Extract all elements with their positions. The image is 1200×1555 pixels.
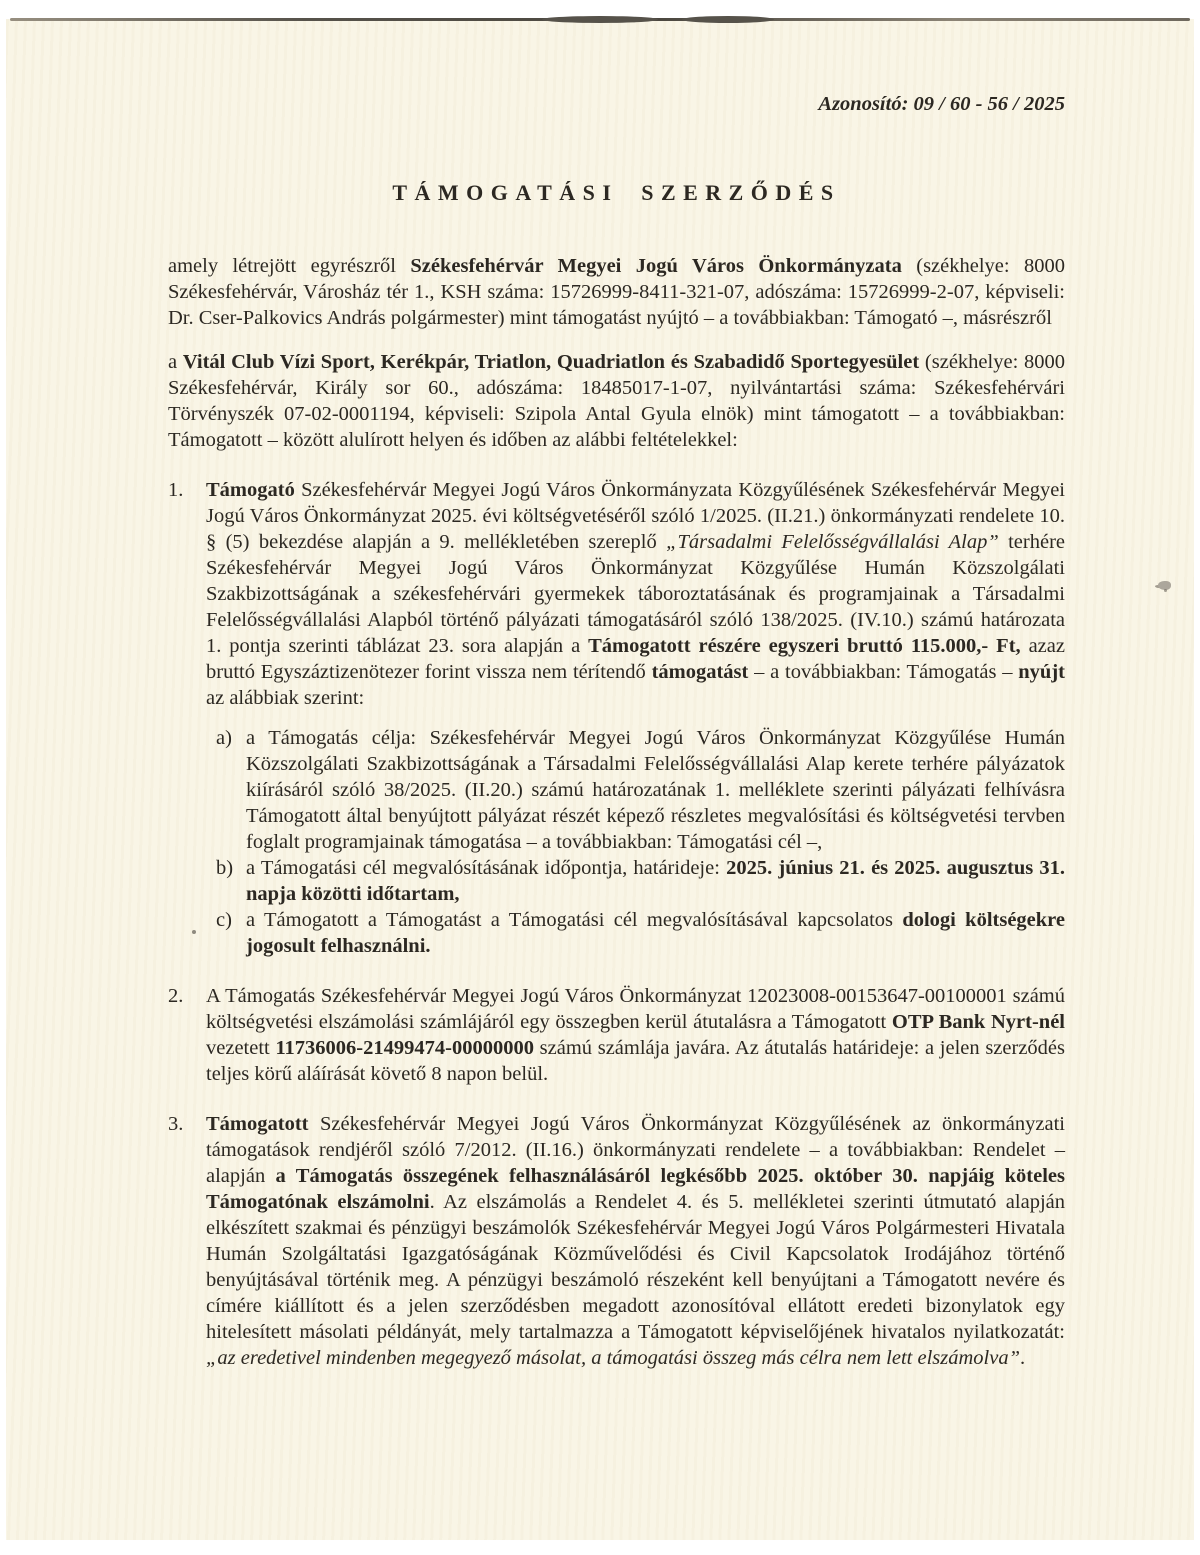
document-content (168, 19, 1065, 1371)
text-run: A Támogatás Székesfehérvár Megyei Jogú Város Önkormányzat 12023008-00153647-00100001 számú költségvetési elszámolási számlájáról egy összegben kerül átutalásra a Támogatott (206, 985, 1065, 1033)
document-title: TÁMOGATÁSI SZERZŐDÉS (392, 180, 841, 205)
sub-item-body (246, 907, 1065, 959)
text-run: nyújt (1018, 661, 1065, 683)
contract-item-1 (168, 477, 1065, 959)
text-run: Székesfehérvár Megyei Jogú Város Önkormányzat Közgyűlésének az önkormányzati támogatások rendjéről szóló 7/2012. (II.16.) önkormányzati rendelete – a továbbiakban: Rendelet – alapján (206, 1113, 1065, 1187)
text-run: (székhelye: 8000 Székesfehérvár, Városház tér 1., KSH száma: 15726999-8411-321-07, adószáma: 15726999-2-07, képviseli: Dr. Cser-Palkovics András polgármester) mint támogatást nyújtó – a továbbiakban: Támogató –, másrészről (168, 255, 1065, 329)
text-run: terhére Székesfehérvár Megyei Jogú Város Önkormányzat Közgyűlése Humán Közszolgálati Szakbizottságának a székesfehérvári gyermekek táboroztatásának és programjainak a Társadalmi Felelősségvállalási Alapból történő pályázati támogatásáról szóló 138/2025. (IV.10.) számú határozata 1. pontja szerinti táblázat 23. sora alapján a (206, 531, 1065, 657)
item-body (206, 1111, 1065, 1371)
text-run: az alábbiak szerint: (206, 687, 365, 709)
intro-paragraph-supported (168, 349, 1065, 453)
text-run: Támogató (206, 479, 295, 501)
text-run: Támogatott részére egyszeri bruttó 115.000,- Ft, (588, 635, 1021, 657)
item-number: 2. (168, 985, 184, 1007)
sub-item-list (206, 725, 1065, 959)
sub-item-body (246, 725, 1065, 855)
text-run: vezetett (206, 1037, 276, 1059)
sub-item-letter: c) (216, 909, 232, 931)
intro-paragraph-supporter (168, 253, 1065, 331)
text-run: „Társadalmi Felelősségvállalási Alap” (666, 531, 999, 553)
text-run: Székesfehérvár Megyei Jogú Város Önkormányzata Közgyűlésének Székesfehérvár Megyei Jogú Város Önkormányzat 2025. évi költségvetéséről szóló 1/2025. (II.21.) önkormányzati rendelete 10. § (5) bekezdése alapján a 9. mellékletében szereplő (206, 479, 1065, 553)
scan-artifact (1164, 589, 1167, 592)
sub-item-b (206, 855, 1065, 907)
item-number: 3. (168, 1113, 184, 1135)
text-run: a Támogatási cél megvalósításának időpontja, határideje: (246, 857, 727, 879)
text-run: a Támogatás célja: Székesfehérvár Megyei Jogú Város Önkormányzat Közgyűlése Humán Közszolgálati Szakbizottságának a Társadalmi Felelősségvállalási Alap kerete terhére pályázatok kiírásáról szóló 38/2025. (II.20.) számú határozatának 1. melléklete szerinti pályázati felhívásra Támogatott által benyújtott pályázat részét képező részletes megvalósítási és költségvetési tervben foglalt programjainak támogatása – a továbbiakban: Támogatási cél –, (246, 727, 1065, 853)
document-identifier: Azonosító: 09 / 60 - 56 / 2025 (818, 93, 1065, 115)
text-run: „az eredetivel mindenben megegyező másolat, a támogatási összeg más célra nem lett elszámolva” (206, 1347, 1020, 1369)
contract-item-3 (168, 1111, 1065, 1371)
sub-item-body (246, 855, 1065, 907)
text-run: támogatást (651, 661, 749, 683)
text-run: dologi költségekre jogosult felhasználni. (246, 909, 1065, 957)
sub-item-letter: a) (216, 727, 232, 749)
item-body (206, 477, 1065, 711)
text-run: OTP Bank Nyrt-nél (891, 1011, 1065, 1033)
text-run: amely létrejött egyrészről (168, 255, 411, 277)
scanned-page (6, 19, 1194, 1540)
text-run: – a továbbiakban: Támogatás – (748, 661, 1019, 683)
contract-item-2 (168, 983, 1065, 1087)
text-run: . Az elszámolás a Rendelet 4. és 5. mellékletei szerinti útmutató alapján elkészített szakmai és pénzügyi beszámolók Székesfehérvár Megyei Jogú Város Polgármesteri Hivatala Humán Szolgáltatási Igazgatóságának Közművelődési és Civil Kapcsolatok Irodájához történő benyújtásával történik meg. A pénzügyi beszámoló részeként kell benyújtani a Támogatott nevére és címére kiállított és a jelen szerződésben megadott azonosítóval ellátott eredeti bizonylatok egy hitelesített másolati példányát, mely tartalmazza a Támogatott képviselőjének hivatalos nyilatkozatát: (206, 1191, 1065, 1343)
item-number: 1. (168, 479, 184, 501)
sub-item-letter: b) (216, 857, 234, 879)
text-run: . (1020, 1347, 1026, 1369)
text-run: a Támogatott a Támogatást a Támogatási cél megvalósításával kapcsolatos (246, 909, 903, 931)
text-run: a (168, 351, 183, 373)
text-run: Székesfehérvár Megyei Jogú Város Önkormányzata (410, 255, 902, 277)
text-run: Támogatott (206, 1113, 309, 1135)
text-run: (székhelye: 8000 Székesfehérvár, Király sor 60., adószáma: 18485017-1-07, nyilvántartási száma: Székesfehérvári Törvényszék 07-02-0001194, képviseli: Szipola Antal Gyula elnök) mint támogatott – a továbbiakban: Támogatott – között alulírott helyen és időben az alábbi feltételekkel: (168, 351, 1065, 451)
sub-item-a (206, 725, 1065, 855)
text-run: számú számlája javára. Az átutalás határideje: a jelen szerződés teljes körű aláírását követő 8 napon belül. (206, 1037, 1066, 1085)
text-run: a Támogatás összegének felhasználásáról legkésőbb 2025. október 30. napjáig köteles Támogatónak elszámolni (206, 1165, 1065, 1213)
sub-item-c (206, 907, 1065, 959)
text-run: 11736006-21499474-00000000 (275, 1037, 534, 1059)
text-run: 2025. június 21. és 2025. augusztus 31. napja közötti időtartam, (246, 857, 1065, 905)
text-run: Vitál Club Vízi Sport, Kerékpár, Triatlon, Quadriatlon és Szabadidő Sportegyesület (182, 351, 920, 373)
item-body (206, 983, 1065, 1087)
text-run: azaz bruttó Egyszáztizenötezer forint vissza nem térítendő (206, 635, 1065, 683)
